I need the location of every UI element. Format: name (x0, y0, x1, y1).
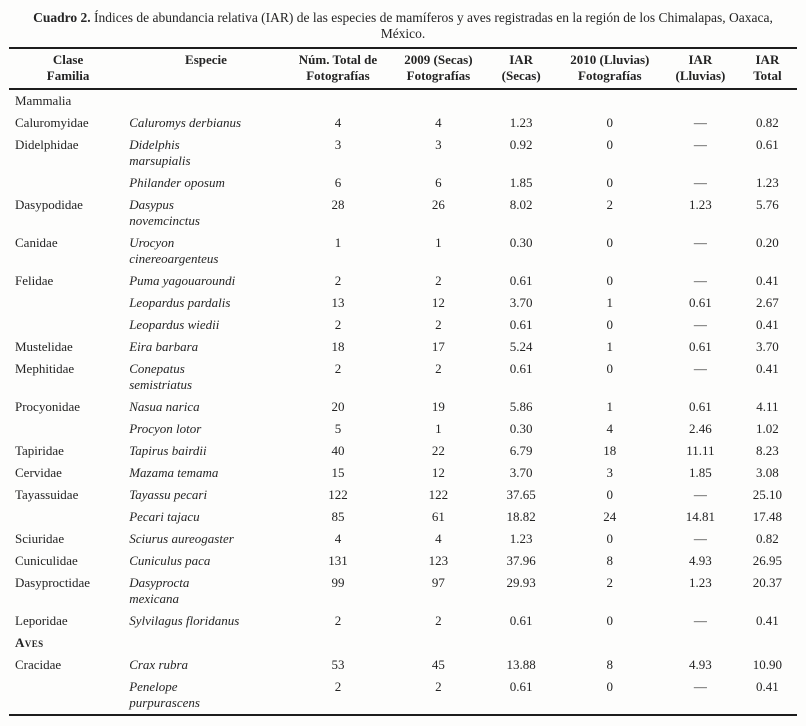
cell-iar-lluvias: — (693, 361, 707, 376)
cell-familia: Dasypodidae (15, 197, 83, 212)
cell-especie: Leopardus wiedii (129, 317, 220, 332)
cell-secas-fotografias: 2 (435, 679, 442, 694)
species-row (9, 232, 797, 270)
species-row (9, 358, 797, 396)
cell-iar-secas: 0.61 (509, 361, 533, 376)
header-2010-lluvias-fotografias: 2010 (Lluvias) Fotografías (557, 48, 663, 89)
cell-familia: Sciuridae (15, 531, 65, 546)
cell-secas-fotografias: 97 (431, 575, 445, 590)
cell-iar-total: 0.20 (756, 235, 779, 250)
cell-familia: Cervidae (15, 465, 62, 480)
cell-especie: Eira barbara (129, 339, 199, 354)
cell-iar-total: 1.23 (756, 175, 779, 190)
species-row (9, 506, 797, 528)
cell-iar-lluvias: 11.11 (686, 443, 715, 458)
cell-total-fotografias: 4 (334, 115, 342, 130)
cell-familia (9, 172, 127, 194)
cell-familia: Cuniculidae (15, 553, 78, 568)
header-especie: Especie (127, 48, 285, 89)
cell-familia (9, 418, 127, 440)
cell-lluvias-fotografias: 2 (606, 197, 614, 212)
cell-iar-total: 0.41 (756, 679, 779, 694)
cell-total-fotografias: 2 (334, 317, 342, 332)
species-row (9, 654, 797, 676)
cell-lluvias-fotografias: 8 (606, 553, 614, 568)
cell-iar-lluvias: 0.61 (689, 399, 712, 414)
cell-lluvias-fotografias: 0 (606, 487, 614, 502)
species-row (9, 194, 797, 232)
cell-iar-lluvias: — (693, 531, 707, 546)
cell-iar-total: 0.61 (756, 137, 779, 152)
cell-familia (9, 506, 127, 528)
class-row (9, 632, 797, 654)
cell-lluvias-fotografias: 18 (603, 443, 617, 458)
cell-especie: Conepatus semistriatus (129, 361, 193, 392)
cell-especie: Tayassu pecari (129, 487, 208, 502)
cell-secas-fotografias: 22 (431, 443, 445, 458)
table-caption-text: Índices de abundancia relativa (IAR) de las especies de mamíferos y aves registradas en la región de los Chimalapas, Oaxaca, México. (90, 10, 773, 41)
cell-iar-lluvias: 4.93 (689, 657, 712, 672)
cell-iar-total: 0.82 (756, 531, 779, 546)
cell-iar-secas: 1.85 (509, 175, 533, 190)
cell-secas-fotografias: 6 (435, 175, 442, 190)
cell-total-fotografias: 18 (331, 339, 345, 354)
cell-iar-lluvias: 0.61 (689, 339, 712, 354)
cell-secas-fotografias: 2 (435, 273, 442, 288)
class-name: Mammalia (15, 93, 72, 108)
cell-iar-total: 0.41 (756, 613, 779, 628)
species-row (9, 676, 797, 715)
abundance-table (9, 47, 797, 716)
cell-especie: Caluromys derbianus (129, 115, 242, 130)
cell-iar-lluvias: 1.23 (689, 197, 712, 212)
cell-secas-fotografias: 45 (431, 657, 445, 672)
cell-lluvias-fotografias: 0 (606, 137, 614, 152)
cell-secas-fotografias: 12 (431, 465, 445, 480)
cell-familia (9, 292, 127, 314)
cell-secas-fotografias: 17 (431, 339, 445, 354)
species-row (9, 292, 797, 314)
cell-secas-fotografias: 4 (435, 531, 442, 546)
cell-secas-fotografias: 1 (435, 235, 442, 250)
cell-lluvias-fotografias: 1 (606, 399, 614, 414)
cell-total-fotografias: 28 (331, 197, 345, 212)
species-row (9, 440, 797, 462)
species-row (9, 396, 797, 418)
cell-iar-lluvias: 0.61 (689, 295, 712, 310)
header-clase-familia: Clase Familia (9, 48, 127, 89)
cell-especie: Dasypus novemcinctus (129, 197, 200, 228)
header-iar-secas: IAR (Secas) (486, 48, 557, 89)
cell-lluvias-fotografias: 3 (606, 465, 614, 480)
cell-lluvias-fotografias: 1 (606, 339, 614, 354)
cell-familia: Leporidae (15, 613, 68, 628)
species-row (9, 172, 797, 194)
table-body (9, 89, 797, 715)
species-row (9, 112, 797, 134)
cell-iar-total: 25.10 (752, 487, 783, 502)
cell-iar-secas: 1.23 (509, 531, 533, 546)
cell-iar-total: 3.70 (756, 339, 779, 354)
cell-lluvias-fotografias: 4 (606, 421, 614, 436)
species-row (9, 528, 797, 550)
cell-iar-total: 1.02 (756, 421, 779, 436)
cell-total-fotografias: 1 (334, 235, 342, 250)
cell-total-fotografias: 3 (334, 137, 342, 152)
cell-lluvias-fotografias: 0 (606, 273, 614, 288)
cell-iar-total: 2.67 (756, 295, 779, 310)
cell-especie: Philander oposum (129, 175, 225, 190)
cell-especie: Puma yagouaroundi (129, 273, 236, 288)
cell-lluvias-fotografias: 0 (606, 679, 614, 694)
cell-total-fotografias: 4 (334, 531, 342, 546)
cell-familia (9, 676, 127, 715)
cell-especie: Penelope purpurascens (129, 679, 200, 710)
cell-especie: Nasua narica (129, 399, 200, 414)
class-name: Aves (15, 635, 44, 650)
cell-iar-total: 0.41 (756, 317, 779, 332)
cell-iar-lluvias: — (693, 175, 707, 190)
cell-iar-secas: 0.61 (509, 317, 533, 332)
header-iar-lluvias: IAR (Lluvias) (663, 48, 738, 89)
cell-familia: Dasyproctidae (15, 575, 91, 590)
cell-iar-total: 10.90 (752, 657, 783, 672)
cell-iar-secas: 8.02 (509, 197, 533, 212)
cell-iar-secas: 37.96 (506, 553, 536, 568)
cell-iar-lluvias: — (693, 235, 707, 250)
cell-iar-lluvias: 14.81 (685, 509, 716, 524)
cell-familia: Tapiridae (15, 443, 64, 458)
cell-iar-lluvias: 2.46 (689, 421, 712, 436)
species-row (9, 484, 797, 506)
header-iar-total: IAR Total (738, 48, 797, 89)
cell-lluvias-fotografias: 0 (606, 235, 614, 250)
cell-secas-fotografias: 2 (435, 317, 442, 332)
species-row (9, 418, 797, 440)
cell-iar-secas: 5.86 (509, 399, 533, 414)
cell-lluvias-fotografias: 0 (606, 115, 614, 130)
cell-secas-fotografias: 12 (431, 295, 445, 310)
cell-familia: Mustelidae (15, 339, 73, 354)
cell-especie: Cuniculus paca (129, 553, 211, 568)
cell-lluvias-fotografias: 0 (606, 531, 614, 546)
cell-iar-lluvias: 1.23 (689, 575, 712, 590)
cell-familia: Didelphidae (15, 137, 79, 152)
cell-lluvias-fotografias: 2 (606, 575, 614, 590)
cell-familia: Canidae (15, 235, 58, 250)
cell-total-fotografias: 99 (331, 575, 345, 590)
species-row (9, 550, 797, 572)
cell-secas-fotografias: 61 (431, 509, 445, 524)
cell-total-fotografias: 5 (334, 421, 342, 436)
cell-lluvias-fotografias: 24 (603, 509, 617, 524)
cell-total-fotografias: 2 (334, 361, 342, 376)
cell-lluvias-fotografias: 0 (606, 613, 614, 628)
cell-especie: Dasyprocta mexicana (129, 575, 190, 606)
cell-iar-secas: 3.70 (509, 295, 533, 310)
header-2009-secas-fotografias: 2009 (Secas) Fotografías (391, 48, 486, 89)
cell-secas-fotografias: 2 (435, 361, 442, 376)
cell-especie: Procyon lotor (129, 421, 202, 436)
cell-total-fotografias: 6 (334, 175, 342, 190)
cell-total-fotografias: 2 (334, 273, 342, 288)
cell-total-fotografias: 2 (334, 613, 342, 628)
cell-total-fotografias: 53 (331, 657, 345, 672)
cell-iar-lluvias: — (693, 137, 707, 152)
cell-familia: Cracidae (15, 657, 62, 672)
cell-iar-total: 4.11 (756, 399, 779, 414)
cell-total-fotografias: 13 (331, 295, 345, 310)
cell-especie: Pecari tajacu (129, 509, 200, 524)
cell-total-fotografias: 15 (331, 465, 345, 480)
cell-familia (9, 314, 127, 336)
cell-iar-secas: 18.82 (506, 509, 536, 524)
cell-iar-secas: 0.30 (509, 421, 533, 436)
cell-secas-fotografias: 1 (435, 421, 442, 436)
cell-familia: Felidae (15, 273, 54, 288)
cell-total-fotografias: 85 (331, 509, 345, 524)
cell-secas-fotografias: 2 (435, 613, 442, 628)
cell-lluvias-fotografias: 0 (606, 317, 614, 332)
cell-iar-secas: 0.92 (509, 137, 533, 152)
cell-lluvias-fotografias: 0 (606, 175, 614, 190)
cell-iar-total: 0.82 (756, 115, 779, 130)
cell-familia: Mephitidae (15, 361, 75, 376)
cell-iar-secas: 29.93 (506, 575, 536, 590)
cell-iar-total: 26.95 (752, 553, 783, 568)
cell-iar-secas: 37.65 (506, 487, 536, 502)
cell-especie: Urocyon cinereoargenteus (129, 235, 219, 266)
cell-iar-total: 20.37 (752, 575, 783, 590)
table-caption (11, 10, 795, 42)
cell-iar-lluvias: — (693, 613, 707, 628)
cell-especie: Leopardus pardalis (129, 295, 231, 310)
cell-iar-lluvias: — (693, 487, 707, 502)
cell-iar-total: 0.41 (756, 361, 779, 376)
species-row (9, 462, 797, 484)
header-num-total-fotografias: Núm. Total de Fotografías (285, 48, 391, 89)
species-row (9, 610, 797, 632)
species-row (9, 336, 797, 358)
cell-secas-fotografias: 3 (435, 137, 442, 152)
cell-iar-lluvias: 4.93 (689, 553, 712, 568)
cell-familia: Tayassuidae (15, 487, 79, 502)
cell-familia: Caluromyidae (15, 115, 89, 130)
species-row (9, 572, 797, 610)
cell-iar-secas: 0.61 (509, 613, 533, 628)
cell-total-fotografias: 40 (331, 443, 345, 458)
cell-total-fotografias: 20 (331, 399, 345, 414)
species-row (9, 134, 797, 172)
cell-total-fotografias: 131 (328, 553, 348, 568)
class-row (9, 89, 797, 112)
cell-especie: Sylvilagus floridanus (129, 613, 240, 628)
cell-total-fotografias: 122 (328, 487, 348, 502)
cell-iar-lluvias: — (693, 679, 707, 694)
cell-iar-secas: 0.61 (509, 679, 533, 694)
cell-total-fotografias: 2 (334, 679, 342, 694)
cell-lluvias-fotografias: 0 (606, 361, 614, 376)
species-row (9, 270, 797, 292)
cell-secas-fotografias: 19 (431, 399, 445, 414)
cell-iar-secas: 0.61 (509, 273, 533, 288)
cell-especie: Crax rubra (129, 657, 189, 672)
cell-iar-secas: 0.30 (509, 235, 533, 250)
table-header (9, 48, 797, 89)
cell-especie: Tapirus bairdii (129, 443, 207, 458)
cell-iar-total: 17.48 (752, 509, 783, 524)
species-row (9, 314, 797, 336)
cell-especie: Sciurus aureogaster (129, 531, 234, 546)
cell-especie: Mazama temama (129, 465, 219, 480)
cell-iar-secas: 3.70 (509, 465, 533, 480)
cell-iar-total: 8.23 (756, 443, 779, 458)
table-caption-label: Cuadro 2. (33, 10, 91, 25)
cell-iar-total: 5.76 (756, 197, 779, 212)
cell-secas-fotografias: 26 (431, 197, 445, 212)
cell-iar-lluvias: — (693, 115, 707, 130)
cell-iar-secas: 6.79 (509, 443, 533, 458)
cell-iar-lluvias: — (693, 317, 707, 332)
cell-familia: Procyonidae (15, 399, 80, 414)
cell-iar-total: 0.41 (756, 273, 779, 288)
cell-iar-total: 3.08 (756, 465, 779, 480)
cell-especie: Didelphis marsupialis (129, 137, 191, 168)
cell-iar-lluvias: 1.85 (689, 465, 712, 480)
header-row (9, 48, 797, 89)
cell-iar-secas: 5.24 (509, 339, 533, 354)
cell-lluvias-fotografias: 8 (606, 657, 614, 672)
cell-iar-secas: 1.23 (509, 115, 533, 130)
cell-secas-fotografias: 123 (428, 553, 449, 568)
cell-secas-fotografias: 122 (428, 487, 449, 502)
cell-lluvias-fotografias: 1 (606, 295, 614, 310)
cell-secas-fotografias: 4 (435, 115, 442, 130)
cell-iar-lluvias: — (693, 273, 707, 288)
cell-iar-secas: 13.88 (506, 657, 536, 672)
